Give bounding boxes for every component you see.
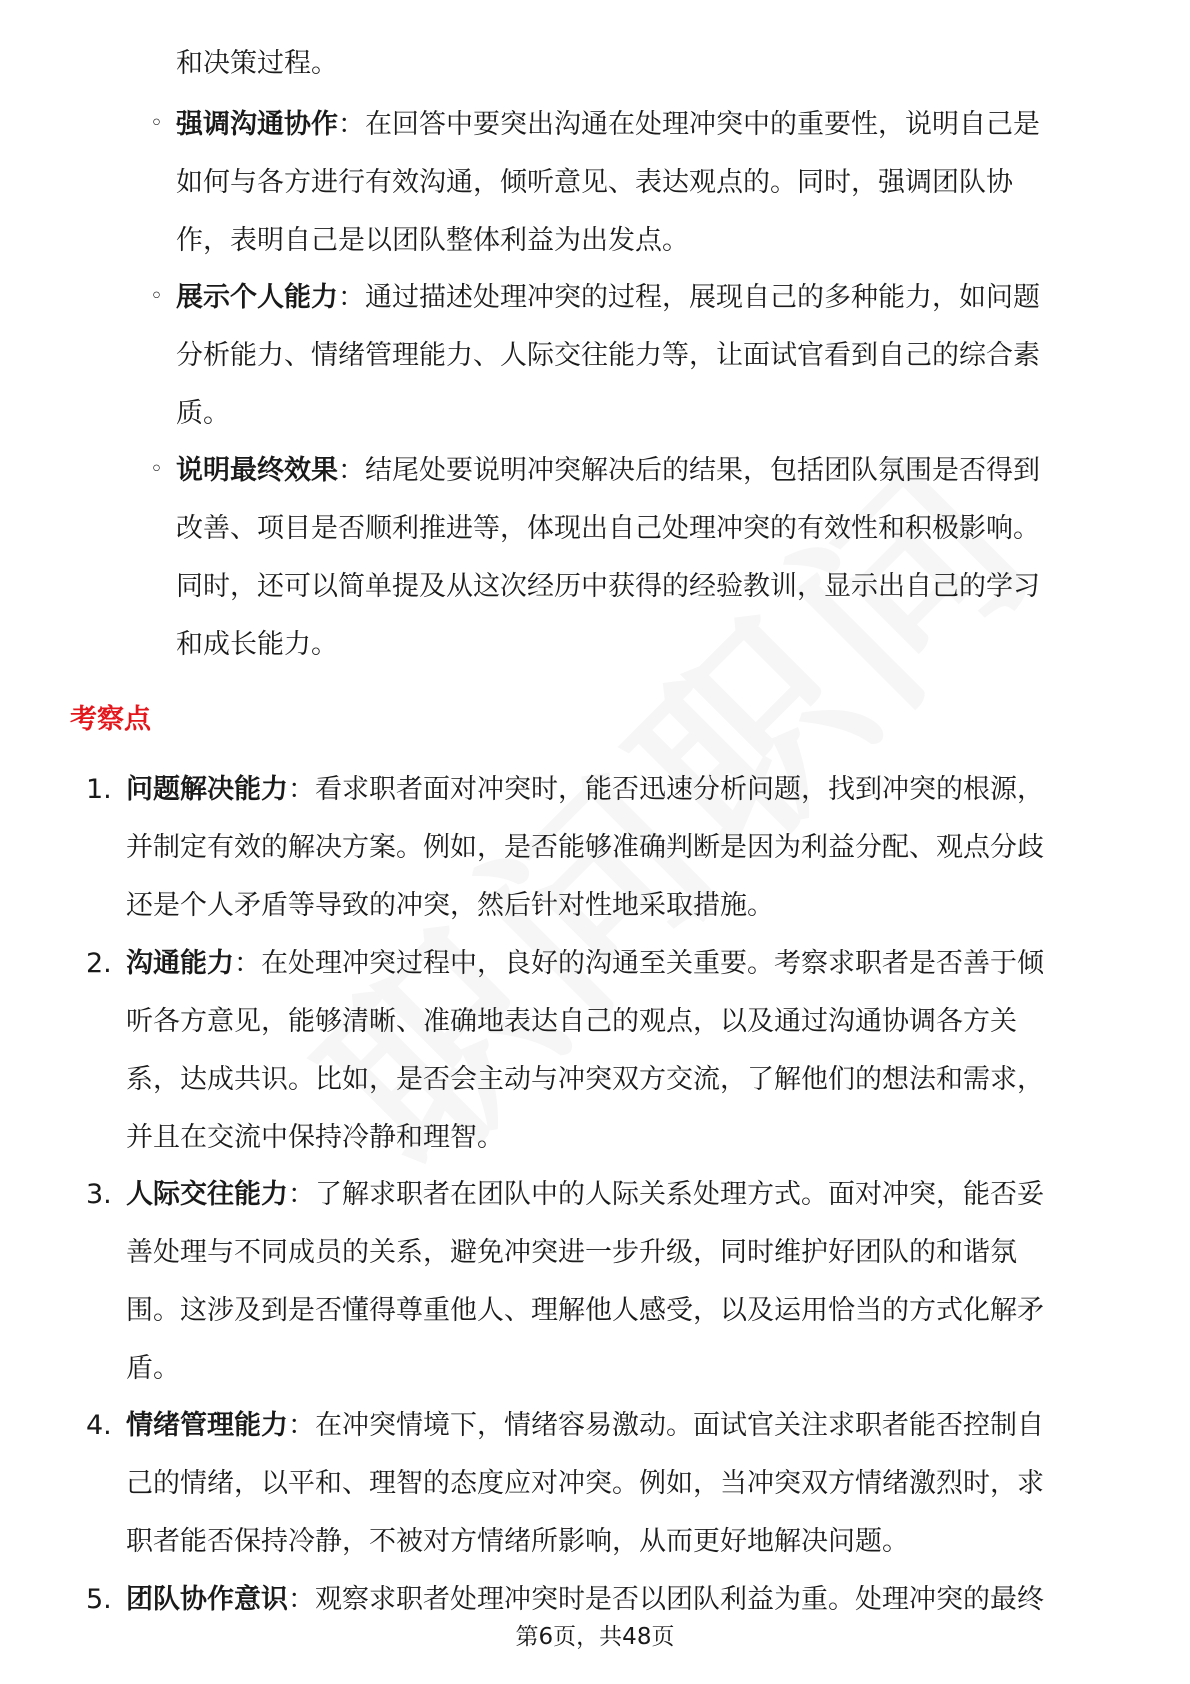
assessment-point-title: 情绪管理能力 [126,1410,288,1441]
answer-point-text [176,442,1116,674]
answer-point-line: 质。 [176,398,230,429]
assessment-point-line: 并且在交流中保持冷静和理智。 [126,1122,504,1153]
item-number: 3. [86,1179,112,1210]
assessment-point-line: 职者能否保持冷静，不被对方情绪所影响，从而更好地解决问题。 [126,1526,909,1557]
answer-point-text [176,269,1116,443]
assessment-point-line: ：看求职者面对冲突时，能否迅速分析问题，找到冲突的根源， [288,774,1044,805]
assessment-point-line: 系，达成共识。比如，是否会主动与冲突双方交流，了解他们的想法和需求， [126,1064,1044,1095]
assessment-point-line: 盾。 [126,1353,180,1384]
item-number: 2. [86,948,112,979]
assessment-point-title: 沟通能力 [126,948,234,979]
assessment-point-title: 人际交往能力 [126,1179,288,1210]
answer-point-line: ：在回答中要突出沟通在处理冲突中的重要性，说明自己是 [338,109,1040,140]
answer-point-title: 说明最终效果 [176,455,338,486]
answer-point-line: 同时，还可以简单提及从这次经历中获得的经验教训，显示出自己的学习 [176,571,1040,602]
answer-point-line: 改善、项目是否顺利推进等，体现出自己处理冲突的有效性和积极影响。 [176,513,1040,544]
assessment-point-title: 问题解决能力 [126,774,288,805]
answer-point-line: 和成长能力。 [176,629,338,660]
section-heading: 考察点 [70,704,151,735]
answer-point-title: 展示个人能力 [176,282,338,313]
answer-point-title: 强调沟通协作 [176,109,338,140]
bullet-marker: ◦ [150,284,163,309]
assessment-point-line: 听各方意见，能够清晰、准确地表达自己的观点，以及通过沟通协调各方关 [126,1006,1017,1037]
answer-point-line: ：通过描述处理冲突的过程，展现自己的多种能力，如问题 [338,282,1040,313]
assessment-point-line: ：在处理冲突过程中，良好的沟通至关重要。考察求职者是否善于倾 [234,948,1044,979]
continuation-text: 和决策过程。 [176,48,338,79]
item-number: 1. [86,774,112,805]
assessment-point-line: 己的情绪，以平和、理智的态度应对冲突。例如，当冲突双方情绪激烈时，求 [126,1468,1044,1499]
assessment-point-text [126,761,1116,935]
item-number: 4. [86,1410,112,1441]
assessment-point-line: ：在冲突情境下，情绪容易激动。面试官关注求职者能否控制自 [288,1410,1044,1441]
answer-point-line: 分析能力、情绪管理能力、人际交往能力等，让面试官看到自己的综合素 [176,340,1040,371]
answer-point-text [176,96,1116,270]
assessment-point-line: ：观察求职者处理冲突时是否以团队利益为重。处理冲突的最终 [288,1584,1044,1615]
assessment-point-text [126,935,1116,1167]
assessment-point-line: ：了解求职者在团队中的人际关系处理方式。面对冲突，能否妥 [288,1179,1044,1210]
bullet-marker: ◦ [150,111,163,136]
answer-point-line: ：结尾处要说明冲突解决后的结果，包括团队氛围是否得到 [338,455,1040,486]
assessment-point-title: 团队协作意识 [126,1584,288,1615]
assessment-point-line: 善处理与不同成员的关系，避免冲突进一步升级，同时维护好团队的和谐氛 [126,1237,1017,1268]
item-number: 5. [86,1584,112,1615]
page-footer: 第6页，共48页 [515,1624,675,1650]
answer-point-line: 作，表明自己是以团队整体利益为出发点。 [176,225,689,256]
assessment-point-line: 还是个人矛盾等导致的冲突，然后针对性地采取措施。 [126,890,774,921]
assessment-point-line: 并制定有效的解决方案。例如，是否能够准确判断是因为利益分配、观点分歧 [126,832,1044,863]
answer-point-line: 如何与各方进行有效沟通，倾听意见、表达观点的。同时，强调团队协 [176,167,1013,198]
assessment-point-line: 围。这涉及到是否懂得尊重他人、理解他人感受，以及运用恰当的方式化解矛 [126,1295,1044,1326]
assessment-point-text [126,1397,1116,1571]
bullet-marker: ◦ [150,457,163,482]
assessment-point-text [126,1166,1116,1398]
